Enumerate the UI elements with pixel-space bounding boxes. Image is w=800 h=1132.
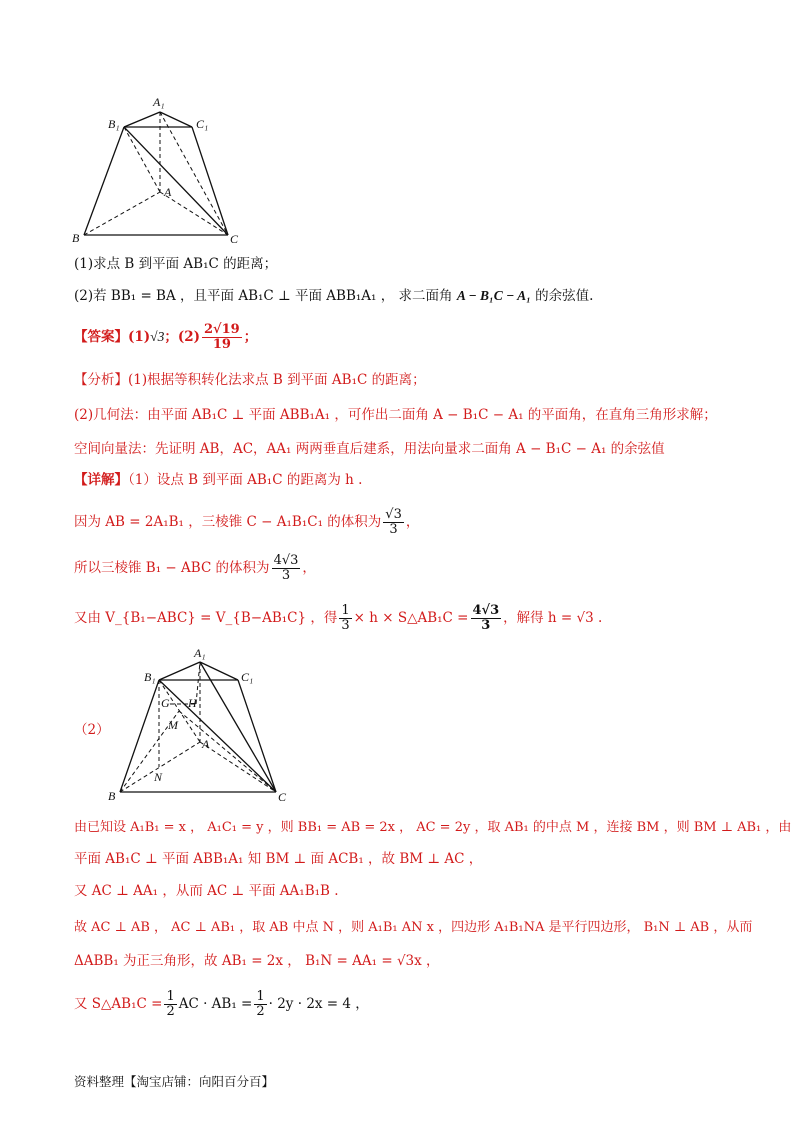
detail-text-3: 所以三棱锥 B₁ − ABC 的体积为 — [74, 560, 270, 576]
answer-fraction-numerator: 2√19 — [204, 322, 240, 337]
analysis-line-2: (2)几何法：由平面 AB₁C ⊥ 平面 ABB₁A₁ ，可作出二面角 A − B₁C − A₁ 的平面角，在直角三角形求解； — [74, 407, 717, 423]
label-b1: B₁ — [108, 117, 120, 131]
edge2-a-c — [200, 742, 276, 792]
part2-line-2: 平面 AB₁C ⊥ 平面 ABB₁A₁ 知 BM ⊥ 面 ACB₁ ，故 BM ⊥ AC ， — [74, 851, 483, 867]
figure-frustum-2 — [104, 644, 294, 806]
label2-c: C — [278, 790, 287, 804]
label-c1: C₁ — [196, 117, 209, 131]
volume-fraction-3-num: 4√3 — [472, 603, 500, 618]
edge-a1-c1 — [160, 112, 192, 127]
half-fraction-2 — [254, 990, 266, 1019]
analysis-line-3: 空间向量法：先证明 AB，AC，AA₁ 两两垂直后建系，用法向量求二面角 A − B₁C − A₁ 的余弦值 — [74, 441, 665, 457]
edge-b-a — [84, 192, 160, 235]
volume-fraction-2 — [272, 554, 301, 583]
half-fraction-2-num: 1 — [256, 989, 265, 1004]
part-2-label: （2） — [74, 722, 110, 738]
one-third-den: 3 — [341, 618, 350, 633]
volume-fraction-3-den: 3 — [481, 618, 491, 633]
edge2-b-a — [120, 742, 200, 792]
volume-fraction-1-den: 3 — [389, 522, 398, 537]
answer-label: 【答案】 — [74, 329, 128, 345]
half-fraction-1-den: 2 — [166, 1004, 175, 1019]
edge2-b1-a1 — [159, 662, 200, 680]
label2-h: H — [188, 696, 197, 710]
part2-text-6b: AC · AB₁ = — [178, 996, 253, 1012]
detail-text-3-end: ， — [302, 560, 316, 576]
detail-line-4 — [74, 602, 602, 634]
detail-text-2-end: ， — [405, 514, 420, 530]
half-fraction-1 — [164, 990, 176, 1019]
volume-fraction-1 — [383, 508, 404, 537]
answer-part1: (1) — [128, 329, 151, 345]
volume-fraction-2-den: 3 — [281, 568, 291, 583]
answer-end: ； — [243, 329, 258, 345]
label-c: C — [230, 232, 239, 246]
label2-g: G — [161, 696, 170, 710]
one-third-num: 1 — [341, 603, 350, 618]
edge2-b1-c — [159, 680, 276, 792]
answer-line — [74, 322, 257, 352]
part2-text-6a: 又 S△AB₁C = — [74, 996, 163, 1012]
detail-label: 【详解】 — [74, 472, 128, 488]
part2-line-6 — [74, 988, 369, 1020]
volume-fraction-3 — [471, 604, 502, 633]
answer-value1: √3 — [150, 329, 165, 344]
label2-c1: C₁ — [241, 670, 254, 684]
part2-line-4: 故 AC ⊥ AB ， AC ⊥ AB₁ ，取 AB 中点 N ，则 A₁B₁ AN x ，四边形 A₁B₁NA 是平行四边形， B₁N ⊥ AB ，从而 — [74, 920, 753, 935]
question-2-text: (2)若 BB₁ = BA ，且平面 AB₁C ⊥ 平面 ABB₁A₁ ， 求二面角 — [74, 288, 457, 304]
label2-m: M — [168, 718, 178, 732]
part2-line-5: ΔABB₁ 为正三角形，故 AB₁ = 2x ， B₁N = AA₁ = √3x ， — [74, 953, 440, 969]
figure-frustum-1 — [70, 92, 250, 252]
label2-n: N — [154, 770, 163, 784]
label-b: B — [72, 231, 80, 245]
detail-text-1: （1）设点 B 到平面 AB₁C 的距离为 h . — [128, 472, 363, 488]
volume-fraction-1-num: √3 — [385, 507, 402, 522]
edge-b1-a1 — [124, 112, 160, 127]
label2-a1: A₁ — [194, 646, 206, 660]
volume-fraction-2-num: 4√3 — [273, 553, 299, 568]
label-a1: A₁ — [153, 95, 165, 109]
label2-b1: B₁ — [144, 670, 156, 684]
answer-sep: ；(2) — [164, 329, 201, 345]
label2-a: A — [202, 737, 210, 751]
question-1: (1)求点 B 到平面 AB₁C 的距离； — [74, 256, 278, 272]
part2-line-1: 由已知设 A₁B₁ = x ， A₁C₁ = y ，则 BB₁ = AB = 2x ， AC = 2y ，取 AB₁ 的中点 M ，连接 BM ，则 BM ⊥ AB₁ ，由 — [74, 820, 792, 835]
part2-line-3: 又 AC ⊥ AA₁ ，从而 AC ⊥ 平面 AA₁B₁B . — [74, 883, 339, 899]
edge-a1-c — [160, 112, 228, 235]
half-fraction-1-num: 1 — [166, 989, 175, 1004]
answer-fraction — [202, 323, 242, 352]
question-2 — [74, 286, 593, 306]
answer-fraction-denominator: 19 — [212, 337, 231, 352]
detail-line-3 — [74, 552, 316, 584]
dihedral-angle: A − B₁C − A₁ — [456, 288, 531, 303]
detail-line-2 — [74, 506, 419, 538]
one-third-fraction — [339, 604, 351, 633]
label-a: A — [164, 185, 172, 199]
label2-b: B — [108, 789, 116, 803]
footer-source: 资料整理【淘宝店铺：向阳百分百】 — [74, 1074, 275, 1089]
edge2-m-c — [179, 711, 276, 792]
edge-c1-c — [192, 127, 228, 235]
part2-text-6c: · 2y · 2x = 4 ， — [268, 996, 369, 1012]
detail-text-4c: ，解得 h = √3 . — [503, 610, 603, 626]
edge-b1-b — [84, 127, 124, 235]
half-fraction-2-den: 2 — [256, 1004, 265, 1019]
question-2-end: 的余弦值. — [530, 288, 594, 304]
detail-text-4a: 又由 V_{B₁−ABC} = V_{B−AB₁C} ，得 — [74, 610, 338, 626]
edge-b1-c — [124, 127, 228, 235]
detail-line-1 — [74, 470, 362, 490]
analysis-line-1: 【分析】(1)根据等积转化法求点 B 到平面 AB₁C 的距离； — [74, 372, 426, 388]
detail-text-2: 因为 AB = 2A₁B₁ ，三棱锥 C − A₁B₁C₁ 的体积为 — [74, 514, 382, 530]
detail-text-4b: × h × S△AB₁C = — [353, 610, 469, 626]
